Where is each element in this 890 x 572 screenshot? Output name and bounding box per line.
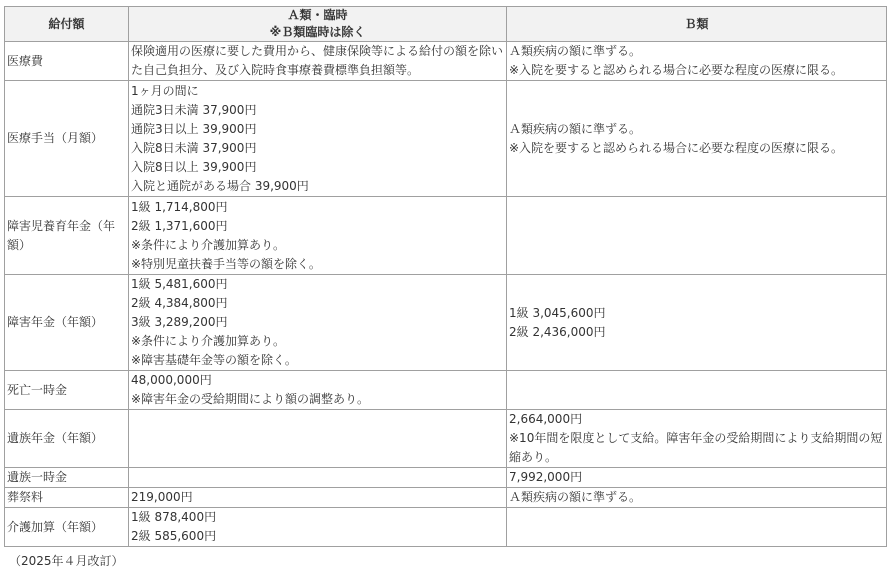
table-row: [5, 488, 887, 508]
cell-line: 1級 878,400円: [131, 510, 217, 524]
cell-type-b: [507, 81, 887, 197]
cell-line: 入院8日以上 39,900円: [131, 159, 257, 174]
cell-line: 3級 3,289,200円: [131, 315, 228, 329]
cell-type-b: [507, 275, 887, 371]
table-row: [5, 468, 887, 488]
row-item-name: 死亡一時金: [5, 371, 129, 410]
cell-line: 通院3日未満 37,900円: [131, 102, 257, 117]
cell-type-a: [129, 468, 507, 488]
cell-type-b: [507, 508, 887, 547]
header-type-a: [129, 7, 507, 42]
cell-type-a: [129, 488, 507, 508]
cell-line: 2級 2,436,000円: [509, 324, 606, 339]
cell-line: 入院と通院がある場合 39,900円: [131, 178, 309, 193]
benefits-table: [4, 6, 887, 547]
cell-line: 7,992,000円: [509, 470, 583, 484]
cell-line: 1級 5,481,600円: [131, 277, 228, 291]
cell-type-a: [129, 275, 507, 371]
header-benefit-amount: 給付額: [5, 7, 129, 42]
header-type-a-note: ※Ｂ類臨時は除く: [269, 25, 366, 39]
cell-line: ※条件により介護加算あり。: [131, 237, 286, 252]
row-item-name: 介護加算（年額）: [5, 508, 129, 547]
table-header-row: [5, 7, 887, 42]
table-row: [5, 197, 887, 275]
row-item-name: 葬祭料: [5, 488, 129, 508]
cell-line: 通院3日以上 39,900円: [131, 121, 257, 136]
cell-line: 48,000,000円: [131, 373, 212, 387]
row-item-name: 医療費: [5, 42, 129, 81]
table-row: [5, 81, 887, 197]
row-item-name: 障害年金（年額）: [5, 275, 129, 371]
cell-type-b: [507, 410, 887, 468]
table-row: [5, 508, 887, 547]
table-row: [5, 410, 887, 468]
header-type-b: Ｂ類: [507, 7, 887, 42]
cell-line: ※10年間を限度として支給。障害年金の受給期間により支給期間の短縮あり。: [509, 431, 883, 464]
cell-line: 1級 3,045,600円: [509, 305, 606, 320]
table-row: [5, 42, 887, 81]
table-row: [5, 275, 887, 371]
table-row: [5, 371, 887, 410]
cell-line: ※障害基礎年金等の額を除く。: [131, 353, 297, 367]
cell-type-a: [129, 197, 507, 275]
cell-line: 入院8日未満 37,900円: [131, 140, 257, 155]
cell-type-a: [129, 371, 507, 410]
cell-type-b: [507, 42, 887, 81]
cell-line: 1級 1,714,800円: [131, 199, 228, 214]
cell-type-b: [507, 488, 887, 508]
cell-type-a: [129, 81, 507, 197]
cell-line: Ａ類疾病の額に準ずる。: [509, 490, 642, 504]
cell-line: ※条件により介護加算あり。: [131, 334, 286, 348]
row-item-name: 医療手当（月額）: [5, 81, 129, 197]
row-item-name: 遺族一時金: [5, 468, 129, 488]
cell-line: 2級 1,371,600円: [131, 218, 228, 233]
table-body: [5, 42, 887, 547]
cell-type-b: [507, 197, 887, 275]
cell-type-b: [507, 371, 887, 410]
cell-line: ※入院を要すると認められる場合に必要な程度の医療に限る。: [509, 140, 844, 155]
cell-line: ※障害年金の受給期間により額の調整あり。: [131, 392, 370, 406]
header-type-a-title: Ａ類・臨時: [287, 8, 348, 22]
cell-line: Ａ類疾病の額に準ずる。: [509, 44, 642, 58]
cell-line: Ａ類疾病の額に準ずる。: [509, 121, 642, 136]
row-item-name: 遺族年金（年額）: [5, 410, 129, 468]
cell-line: 2級 4,384,800円: [131, 296, 228, 310]
cell-type-b: [507, 468, 887, 488]
cell-line: 保険適用の医療に要した費用から、健康保険等による給付の額を除いた自己負担分、及び入院時食事療養費標準負担額等。: [131, 44, 504, 77]
cell-type-a: [129, 42, 507, 81]
cell-line: 2級 585,600円: [131, 529, 217, 543]
cell-line: 219,000円: [131, 490, 193, 504]
cell-line: 1ヶ月の間に: [131, 83, 199, 98]
cell-line: ※入院を要すると認められる場合に必要な程度の医療に限る。: [509, 63, 844, 77]
cell-line: 2,664,000円: [509, 412, 583, 426]
row-item-name: 障害児養育年金（年額）: [5, 197, 129, 275]
cell-type-a: [129, 410, 507, 468]
cell-line: ※特別児童扶養手当等の額を除く。: [131, 256, 321, 271]
revision-note: （2025年４月改訂）: [9, 554, 124, 568]
cell-type-a: [129, 508, 507, 547]
